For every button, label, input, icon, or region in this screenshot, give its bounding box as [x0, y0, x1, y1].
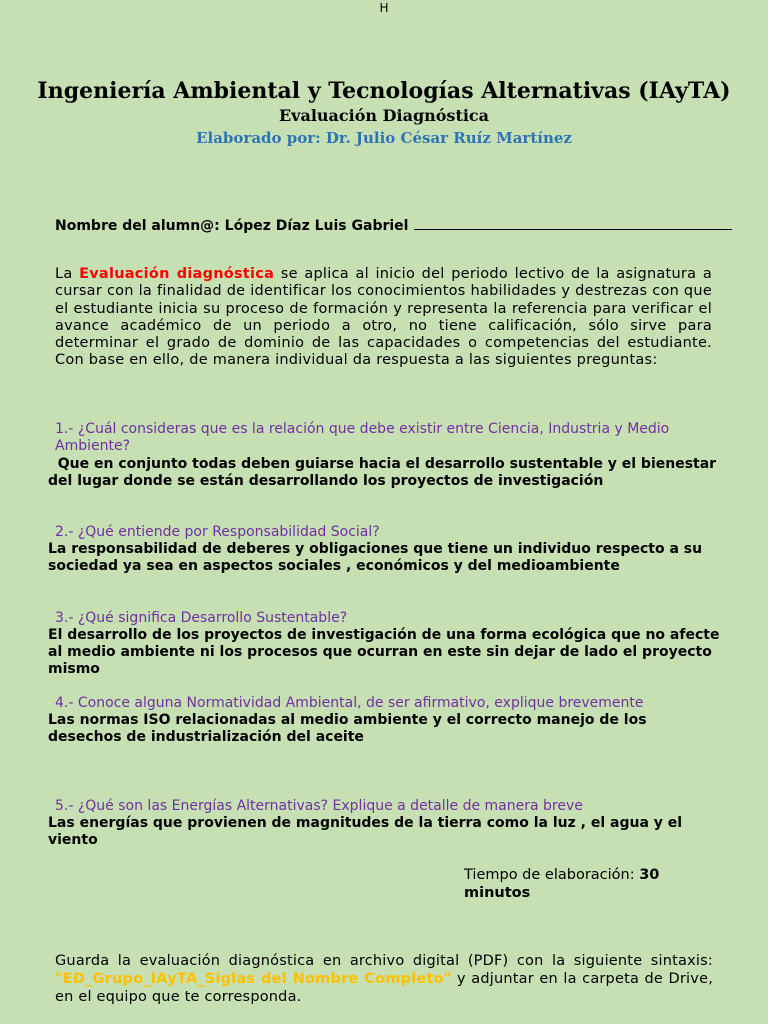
question-3: 3.- ¿Qué significa Desarrollo Sustentable? [55, 610, 348, 626]
footer-prefix: Guarda la evaluación diagnóstica en archivo digital (PDF) con la siguiente sintaxis: [55, 953, 713, 969]
time-label: Tiempo de elaboración: [464, 867, 640, 883]
page-marker: H [379, 1, 389, 15]
answer-2: La responsabilidad de deberes y obligaciones que tiene un individuo respecto a su sociedad ya sea en aspectos sociales , económicos y del medioambiente [48, 541, 703, 574]
intro-paragraph [55, 266, 712, 370]
question-5: 5.- ¿Qué son las Energías Alternativas? Explique a detalle de manera breve [55, 798, 583, 814]
question-4: 4.- Conoce alguna Normatividad Ambiental, de ser afirmativo, explique brevemente [55, 695, 644, 711]
intro-body: se aplica al inicio del periodo lectivo de la asignatura a cursar con la finalidad de identificar los conocimientos habilidades y destrezas con que el estudiante inicia su proceso de formación y representa la referencia para verificar el avance académico de un periodo a otro, no tiene calificación, sólo sirve para determinar el grado de dominio de las capacidades o competencias del estudiante. Con base en ello, de manera individual da respuesta a las siguientes preguntas: [55, 266, 713, 369]
document-header [0, 76, 768, 148]
document-subtitle: Evaluación Diagnóstica [278, 106, 490, 125]
intro-prefix: La [55, 266, 80, 282]
time-value: 30 minutos [464, 867, 660, 901]
student-name-value: López Díaz Luis Gabriel [224, 218, 409, 234]
question-1: 1.- ¿Cuál consideras que es la relación que debe existir entre Ciencia, Industria y Medio Ambiente? [55, 421, 670, 454]
answer-3: El desarrollo de los proyectos de investigación de una forma ecológica que no afecte al medio ambiente ni los procesos que ocurran en este sin dejar de lado el proyecto mismo [48, 627, 720, 677]
footer-suffix: y adjuntar en la carpeta de Drive, en el equipo que te corresponda. [55, 971, 713, 1005]
answer-1: Que en conjunto todas deben guiarse hacia el desarrollo sustentable y el bienestar del lugar donde se están desarrollando los proyectos de investigación [48, 456, 721, 489]
question-2: 2.- ¿Qué entiende por Responsabilidad Social? [55, 524, 380, 540]
student-name-field [55, 215, 715, 234]
name-underline [414, 215, 732, 230]
file-name-syntax: "ED_Grupo_IAyTA_Siglas del Nombre Completo" [55, 971, 452, 987]
answer-4: Las normas ISO relacionadas al medio ambiente y el correcto manejo de los desechos de industrialización del aceite [48, 712, 647, 745]
document-author: Elaborado por: Dr. Julio César Ruíz Martínez [196, 129, 572, 147]
student-name-label: Nombre del alumn@: [55, 218, 220, 234]
answer-5: Las energías que provienen de magnitudes de la tierra como la luz , el agua y el viento [48, 815, 683, 848]
intro-highlight: Evaluación diagnóstica [79, 266, 275, 282]
time-estimate [464, 866, 704, 902]
document-title: Ingeniería Ambiental y Tecnologías Alternativas (IAyTA) [37, 78, 731, 104]
submission-instructions [55, 952, 713, 1006]
